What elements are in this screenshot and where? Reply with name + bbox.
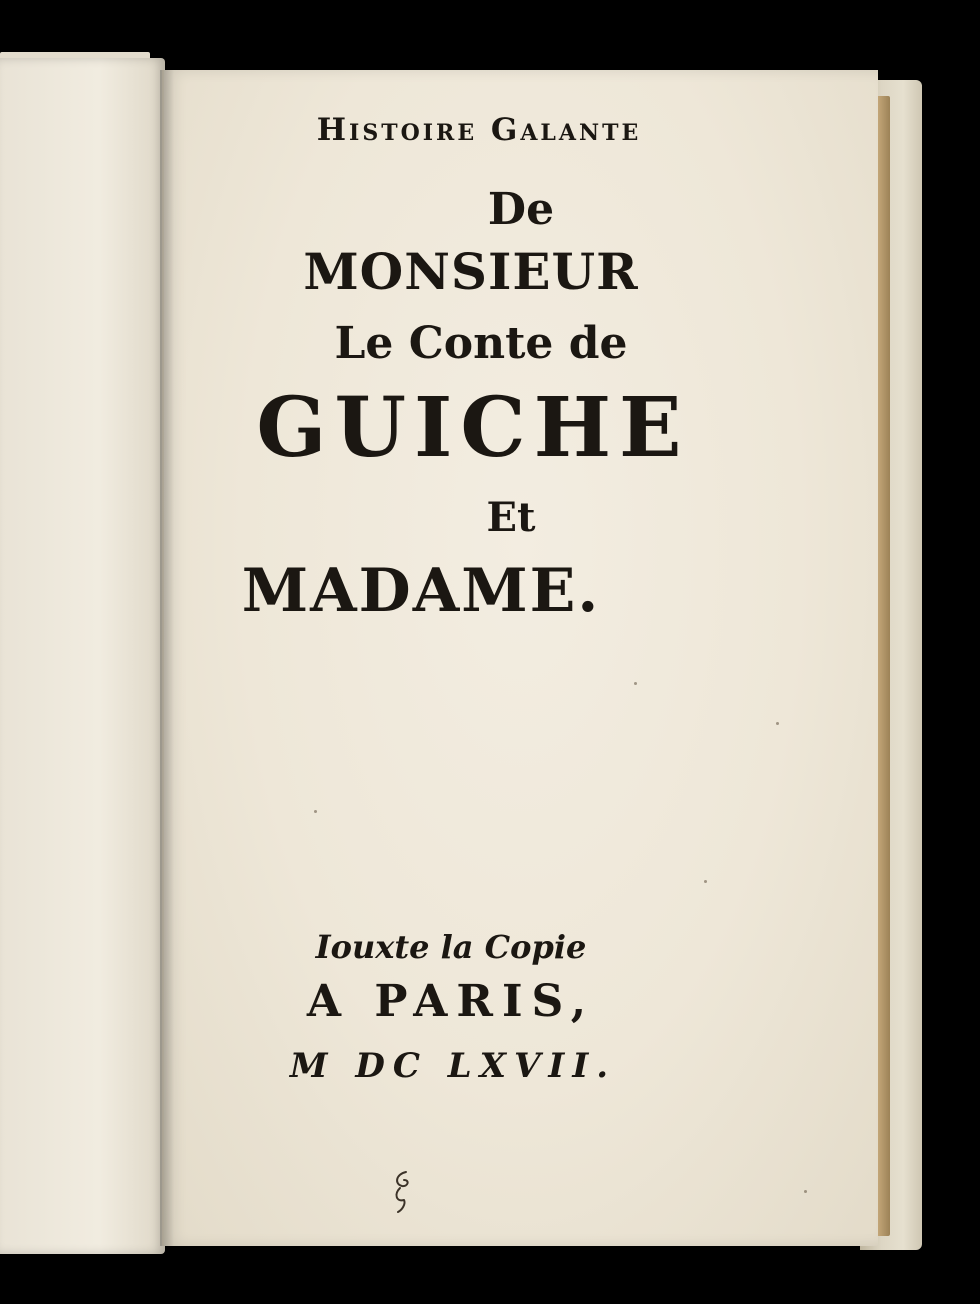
gutter-shadow xyxy=(160,70,174,1246)
title-line-madame: MADAME. xyxy=(241,556,601,626)
title-line-monsieur: MONSIEUR xyxy=(303,242,639,301)
title-line-de: De xyxy=(487,184,555,235)
title-line-et: Et xyxy=(486,494,536,541)
title-page xyxy=(162,70,878,1246)
title-line-histoire-galante: Histoire Galante xyxy=(316,112,642,148)
paper-speck xyxy=(804,1190,807,1193)
imprint-iouxte-la-copie: Iouxte la Copie xyxy=(315,928,587,966)
paper-speck xyxy=(704,880,707,883)
paper-speck xyxy=(314,810,317,813)
paper-speck xyxy=(776,722,779,725)
paper-speck xyxy=(634,682,637,685)
imprint-a-paris: A PARIS, xyxy=(306,976,596,1027)
title-line-guiche: GUICHE xyxy=(256,380,690,476)
imprint-date: M DC LXVII. xyxy=(289,1046,617,1086)
handwritten-mark xyxy=(388,1168,418,1214)
title-line-le-conte-de: Le Conte de xyxy=(334,318,628,369)
